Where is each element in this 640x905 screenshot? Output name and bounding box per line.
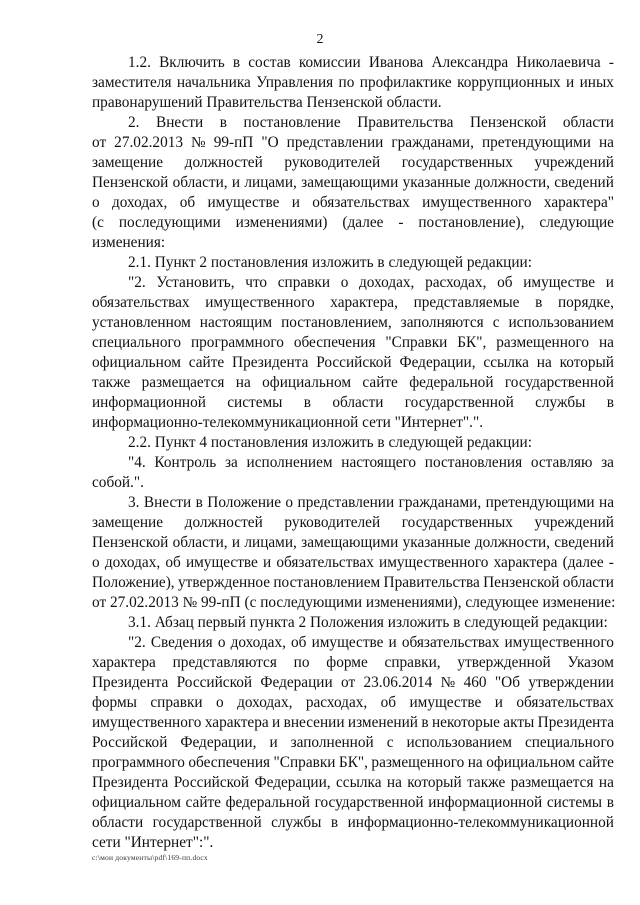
text-line: собой.". <box>92 474 144 491</box>
text-line: Положение), утвержденное постановлением Правительства Пензенской области <box>92 574 614 591</box>
text-line: от 27.02.2013 № 99-пП (с последующими изменениями), следующее изменение: <box>92 594 616 611</box>
text-line: Пензенской области, и лицами, замещающими указанные должности, сведений <box>92 534 614 551</box>
text-line: Пензенской области, и лицами, замещающими указанные должности, сведений <box>92 174 614 191</box>
text-line: программного обеспечения "Справки БК", размещенного на официальном сайте <box>92 754 614 771</box>
text-line: о доходах, об имуществе и обязательствах имущественного характера (далее - <box>92 554 614 571</box>
text-line: замещение должностей руководителей государственных учреждений <box>92 514 614 531</box>
text-line: правонарушений Правительства Пензенской области. <box>92 94 442 111</box>
text-line: "2. Сведения о доходах, об имуществе и обязательствах имущественного <box>128 634 614 651</box>
text-line: официальном сайте Президента Российской Федерации, ссылка на который <box>92 354 614 371</box>
text-line: 2.1. Пункт 2 постановления изложить в следующей редакции: <box>128 254 532 271</box>
text-line: о доходах, об имуществе и обязательствах имущественного характера" <box>92 194 614 211</box>
text-line: "2. Установить, что справки о доходах, расходах, об имуществе и <box>128 274 614 291</box>
text-line: области государственной службы в информационно-телекоммуникационной <box>92 814 614 831</box>
text-line: "4. Контроль за исполнением настоящего постановления оставляю за <box>128 454 614 471</box>
text-line: сети "Интернет":". <box>92 834 214 851</box>
text-line: формы справки о доходах, расходах, об имуществе и обязательствах <box>92 694 614 711</box>
text-line: специального программного обеспечения "Справки БК", размещенного на <box>92 334 614 351</box>
text-line: обязательствах имущественного характера, представляемые в порядке, <box>92 294 614 311</box>
text-line: 3. Внести в Положение о представлении гражданами, претендующими на <box>128 494 614 511</box>
text-line: замещение должностей руководителей государственных учреждений <box>92 154 614 171</box>
text-line: характера представляются по форме справки, утвержденной Указом <box>92 654 614 671</box>
page-number: 2 <box>316 32 324 47</box>
text-line: 2. Внести в постановление Правительства Пензенской области <box>128 114 614 131</box>
text-line: информационно-телекоммуникационной сети "Интернет".". <box>92 414 484 431</box>
text-line: Российской Федерации, и заполненной с использованием специального <box>92 734 614 751</box>
text-line: заместителя начальника Управления по профилактике коррупционных и иных <box>92 74 614 91</box>
text-line: Президента Российской Федерации, ссылка на который также размещается на <box>92 774 614 791</box>
text-line: информационной системы в области государственной службы в <box>92 394 614 411</box>
text-line: также размещается на официальном сайте федеральной государственной <box>92 374 614 391</box>
text-line: изменения: <box>92 234 166 251</box>
text-line: Президента Российской Федерации от 23.06.2014 № 460 "Об утверждении <box>92 674 614 691</box>
text-line: от 27.02.2013 № 99-пП "О представлении гражданами, претендующими на <box>92 134 614 151</box>
file-path-footer: c:\мои документы\pdf\169-пп.docx <box>92 853 208 862</box>
text-line: 1.2. Включить в состав комиссии Иванова Александра Николаевича - <box>128 54 614 71</box>
text-line: официальном сайте федеральной государственной информационной системы в <box>92 794 614 811</box>
text-line: 2.2. Пункт 4 постановления изложить в следующей редакции: <box>128 434 532 451</box>
text-line: (с последующими изменениями) (далее - постановление), следующие <box>92 214 614 231</box>
text-line: 3.1. Абзац первый пункта 2 Положения изложить в следующей редакции: <box>128 614 608 631</box>
text-line: установленном настоящим постановлением, заполняются с использованием <box>92 314 614 331</box>
text-line: имущественного характера и внесении изменений в некоторые акты Президента <box>92 714 614 731</box>
